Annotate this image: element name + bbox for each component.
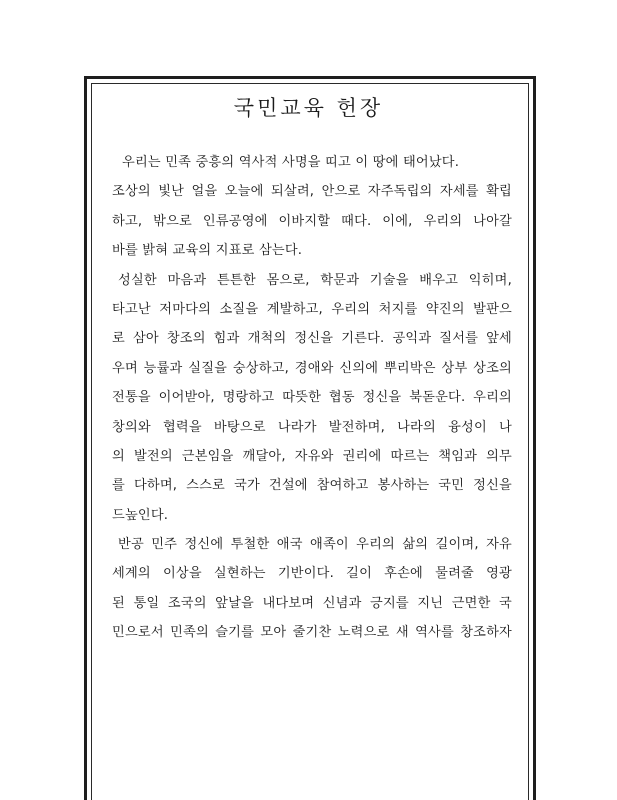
text-line: 된 통일 조국의 앞날을 내다보며 신념과 긍지를 지닌 근면한 국 bbox=[112, 595, 512, 611]
text-line: 하고, 밖으로 인류공영에 이바지할 때다. 이에, 우리의 나아갈 bbox=[112, 213, 512, 229]
text-line: 를 다하며, 스스로 국가 건설에 참여하고 봉사하는 국민 정신을 bbox=[112, 478, 512, 494]
charter-body bbox=[112, 148, 512, 648]
text-line: 드높인다. bbox=[112, 507, 169, 523]
text-line: 조상의 빛난 얼을 오늘에 되살려, 안으로 자주독립의 자세를 확립 bbox=[112, 184, 512, 200]
text-line: 민으로서 민족의 슬기를 모아 줄기찬 노력으로 새 역사를 창조하자 bbox=[112, 625, 512, 641]
text-line: 바를 밝혀 교육의 지표로 삼는다. bbox=[112, 243, 303, 259]
text-line: 의 발전의 근본임을 깨달아, 자유와 권리에 따르는 책임과 의무 bbox=[112, 448, 512, 464]
text-line: 타고난 저마다의 소질을 계발하고, 우리의 처지를 약진의 발판으 bbox=[112, 301, 512, 317]
text-line: 우리는 민족 중흥의 역사적 사명을 띠고 이 땅에 태어났다. bbox=[122, 155, 460, 170]
text-line: 세계의 이상을 실현하는 기반이다. 길이 후손에 물려줄 영광 bbox=[112, 566, 512, 582]
text-line: 로 삼아 창조의 힘과 개척의 정신을 기른다. 공익과 질서를 앞세 bbox=[112, 331, 512, 347]
text-line: 성실한 마음과 튼튼한 몸으로, 학문과 기술을 배우고 익히며, bbox=[118, 272, 512, 288]
text-line: 전통을 이어받아, 명랑하고 따뜻한 협동 정신을 북돋운다. 우리의 bbox=[112, 390, 512, 406]
text-line: 창의와 협력을 바탕으로 나라가 발전하며, 나라의 융성이 나 bbox=[112, 419, 512, 435]
text-line: 우며 능률과 실질을 숭상하고, 경애와 신의에 뿌리박은 상부 상조의 bbox=[112, 360, 512, 376]
document-title: 국민교육 헌장 bbox=[233, 96, 384, 120]
text-line: 반공 민주 정신에 투철한 애국 애족이 우리의 삶의 길이며, 자유 bbox=[118, 537, 512, 553]
